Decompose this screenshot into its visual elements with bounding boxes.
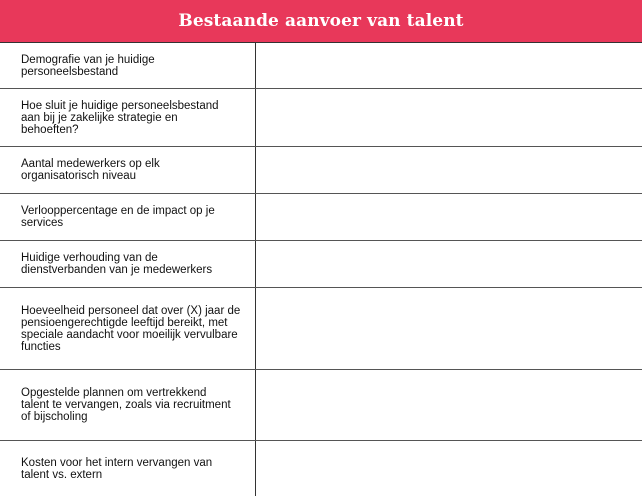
table-row (0, 370, 642, 441)
row-label (0, 370, 255, 440)
table-header (0, 0, 642, 42)
row-label (0, 43, 255, 88)
table-row (0, 241, 642, 288)
table-row (0, 441, 642, 496)
table-row (0, 89, 642, 147)
table-row (0, 194, 642, 241)
row-label (0, 194, 255, 240)
row-label-text: Demografie van je huidige personeelsbestand (21, 53, 155, 78)
row-label-text: Kosten voor het intern vervangen van talent vs. extern (21, 456, 213, 481)
table-row (0, 147, 642, 194)
row-label-text: Hoeveelheid personeel dat over (X) jaar de pensioengerechtigde leeftijd bereikt, met speciale aandacht voor moeilijk vervulbare functies (21, 304, 241, 353)
row-label-text: Hoe sluit je huidige personeelsbestand aan bij je zakelijke strategie en behoeften? (21, 99, 219, 136)
row-input-cell[interactable] (255, 441, 642, 496)
row-label-text: Aantal medewerkers op elk organisatorisch niveau (21, 158, 160, 182)
row-label-text: Huidige verhouding van de dienstverbanden van je medewerkers (21, 252, 213, 276)
row-input-cell[interactable] (255, 147, 642, 193)
row-input-cell[interactable] (255, 89, 642, 146)
row-label (0, 441, 255, 496)
table-row (0, 288, 642, 370)
row-input-cell[interactable] (255, 288, 642, 369)
row-input-cell[interactable] (255, 241, 642, 287)
row-label-text: Opgestelde plannen om vertrekkend talent te vervangen, zoals via recruitment of bijscholing (21, 387, 231, 423)
row-input-cell[interactable] (255, 370, 642, 440)
row-label (0, 89, 255, 146)
row-label (0, 147, 255, 193)
row-input-cell[interactable] (255, 194, 642, 240)
table-title: Bestaande aanvoer van talent (178, 11, 464, 31)
talent-supply-table (0, 42, 642, 496)
row-label-text: Verlooppercentage en de impact op je services (21, 205, 215, 229)
row-label (0, 288, 255, 369)
table-row (0, 42, 642, 89)
row-input-cell[interactable] (255, 43, 642, 88)
row-label (0, 241, 255, 287)
